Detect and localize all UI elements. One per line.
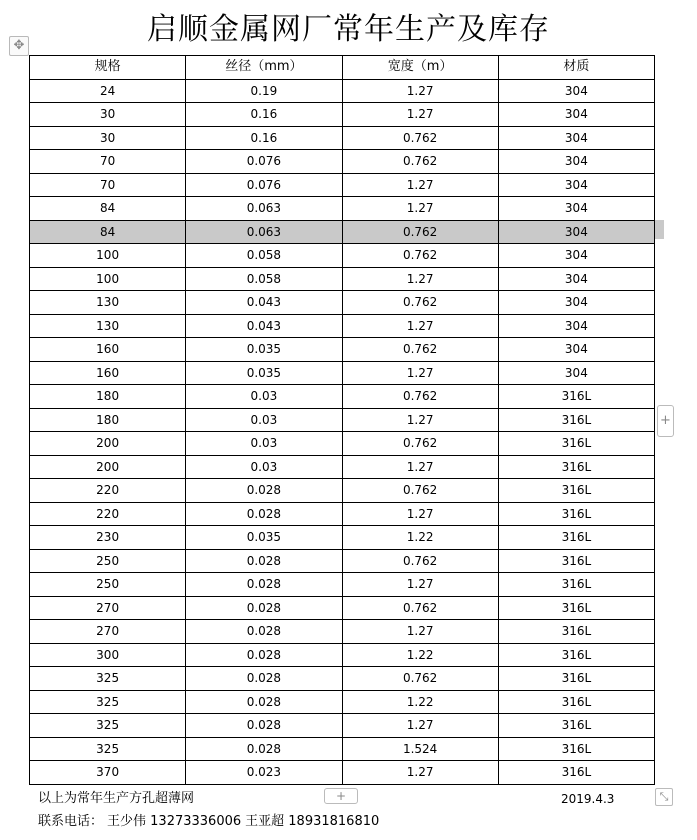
table-row: [30, 643, 655, 667]
cell-material[interactable]: 316L: [498, 761, 654, 785]
header-spec[interactable]: 规格: [30, 56, 186, 80]
cell-wire-diameter[interactable]: 0.028: [186, 620, 342, 644]
selected-row-overflow: [655, 220, 664, 239]
cell-width[interactable]: 0.762: [342, 126, 498, 150]
cell-width[interactable]: 0.762: [342, 479, 498, 503]
cell-wire-diameter[interactable]: 0.035: [186, 361, 342, 385]
table-row: [30, 526, 655, 550]
table-row: [30, 267, 655, 291]
cell-spec[interactable]: 24: [30, 79, 186, 103]
cell-spec[interactable]: 325: [30, 737, 186, 761]
contact-person-1: 王少伟 13273336006: [107, 814, 242, 829]
contact-label: 联系电话：: [38, 814, 104, 829]
cell-spec[interactable]: 84: [30, 220, 186, 244]
cell-width[interactable]: 0.762: [342, 291, 498, 315]
cell-wire-diameter[interactable]: 0.028: [186, 596, 342, 620]
cell-wire-diameter[interactable]: 0.028: [186, 737, 342, 761]
cell-material[interactable]: 316L: [498, 596, 654, 620]
cell-spec[interactable]: 250: [30, 573, 186, 597]
document-title: 启顺金属网厂常年生产及库存: [147, 12, 550, 47]
cell-spec[interactable]: 200: [30, 455, 186, 479]
cell-material[interactable]: 316L: [498, 408, 654, 432]
table-row: [30, 549, 655, 573]
cell-material[interactable]: 304: [498, 197, 654, 221]
table-row: [30, 79, 655, 103]
table-row: [30, 408, 655, 432]
cell-width[interactable]: 1.22: [342, 643, 498, 667]
cell-wire-diameter[interactable]: 0.03: [186, 455, 342, 479]
cell-width[interactable]: 0.762: [342, 432, 498, 456]
cell-wire-diameter[interactable]: 0.035: [186, 338, 342, 362]
cell-spec[interactable]: 100: [30, 267, 186, 291]
cell-wire-diameter[interactable]: 0.16: [186, 126, 342, 150]
cell-spec[interactable]: 130: [30, 291, 186, 315]
cell-wire-diameter[interactable]: 0.028: [186, 643, 342, 667]
cell-material[interactable]: 304: [498, 220, 654, 244]
cell-width[interactable]: 1.27: [342, 761, 498, 785]
table-row: [30, 173, 655, 197]
table-body: [30, 79, 655, 784]
table-row: [30, 314, 655, 338]
cell-width[interactable]: 1.27: [342, 620, 498, 644]
cell-spec[interactable]: 250: [30, 549, 186, 573]
table-row: [30, 667, 655, 691]
cell-width[interactable]: 0.762: [342, 667, 498, 691]
cell-spec[interactable]: 180: [30, 408, 186, 432]
cell-wire-diameter[interactable]: 0.03: [186, 408, 342, 432]
header-width[interactable]: 宽度（m）: [342, 56, 498, 80]
cell-wire-diameter[interactable]: 0.19: [186, 79, 342, 103]
cell-spec[interactable]: 160: [30, 361, 186, 385]
insert-row-button[interactable]: +: [324, 788, 358, 804]
cell-material[interactable]: 316L: [498, 432, 654, 456]
cell-wire-diameter[interactable]: 0.058: [186, 244, 342, 268]
cell-width[interactable]: 1.27: [342, 714, 498, 738]
cell-material[interactable]: 304: [498, 314, 654, 338]
cell-spec[interactable]: 325: [30, 714, 186, 738]
cell-wire-diameter[interactable]: 0.043: [186, 291, 342, 315]
cell-spec[interactable]: 270: [30, 620, 186, 644]
table-row: [30, 385, 655, 409]
cell-material[interactable]: 304: [498, 126, 654, 150]
cell-spec[interactable]: 70: [30, 173, 186, 197]
cell-wire-diameter[interactable]: 0.076: [186, 150, 342, 174]
table-row: [30, 479, 655, 503]
header-material[interactable]: 材质: [498, 56, 654, 80]
table-row: [30, 291, 655, 315]
cell-width[interactable]: 1.27: [342, 314, 498, 338]
table-row: [30, 573, 655, 597]
cell-wire-diameter[interactable]: 0.043: [186, 314, 342, 338]
cell-material[interactable]: 316L: [498, 526, 654, 550]
table-row: [30, 150, 655, 174]
cell-material[interactable]: 316L: [498, 549, 654, 573]
table-row: [30, 432, 655, 456]
inventory-table: [29, 55, 655, 785]
cell-spec[interactable]: 220: [30, 502, 186, 526]
cell-material[interactable]: 316L: [498, 455, 654, 479]
table-row: [30, 690, 655, 714]
cell-width[interactable]: 1.27: [342, 267, 498, 291]
cell-width[interactable]: 1.27: [342, 455, 498, 479]
table-row: [30, 197, 655, 221]
cell-width[interactable]: 1.524: [342, 737, 498, 761]
cell-spec[interactable]: 30: [30, 103, 186, 127]
cell-width[interactable]: 1.22: [342, 526, 498, 550]
contact-line: [38, 813, 383, 831]
cell-wire-diameter[interactable]: 0.028: [186, 690, 342, 714]
cell-spec[interactable]: 30: [30, 126, 186, 150]
header-wire-diameter[interactable]: 丝径（mm）: [186, 56, 342, 80]
cell-material[interactable]: 316L: [498, 502, 654, 526]
cell-spec[interactable]: 300: [30, 643, 186, 667]
cell-wire-diameter[interactable]: 0.063: [186, 220, 342, 244]
cell-material[interactable]: 304: [498, 173, 654, 197]
table-move-handle-icon[interactable]: ✥: [9, 36, 29, 56]
insert-column-button[interactable]: +: [657, 405, 674, 437]
cell-width[interactable]: 0.762: [342, 244, 498, 268]
cell-spec[interactable]: 200: [30, 432, 186, 456]
table-row: [30, 126, 655, 150]
cell-spec[interactable]: 230: [30, 526, 186, 550]
cell-width[interactable]: 0.762: [342, 220, 498, 244]
table-row: [30, 338, 655, 362]
cell-wire-diameter[interactable]: 0.03: [186, 432, 342, 456]
cell-width[interactable]: 0.762: [342, 338, 498, 362]
cell-wire-diameter[interactable]: 0.028: [186, 714, 342, 738]
cell-material[interactable]: 304: [498, 103, 654, 127]
cell-width[interactable]: 1.27: [342, 197, 498, 221]
cell-width[interactable]: 1.27: [342, 79, 498, 103]
cell-wire-diameter[interactable]: 0.035: [186, 526, 342, 550]
cell-material[interactable]: 316L: [498, 385, 654, 409]
cell-wire-diameter[interactable]: 0.058: [186, 267, 342, 291]
table-row: [30, 596, 655, 620]
cell-spec[interactable]: 70: [30, 150, 186, 174]
cell-wire-diameter[interactable]: 0.028: [186, 667, 342, 691]
footnote-text: 以上为常年生产方孔超薄网: [38, 791, 195, 806]
cell-width[interactable]: 1.27: [342, 103, 498, 127]
table-row: [30, 361, 655, 385]
cell-spec[interactable]: 100: [30, 244, 186, 268]
cell-width[interactable]: 1.27: [342, 408, 498, 432]
cell-wire-diameter[interactable]: 0.028: [186, 549, 342, 573]
cell-spec[interactable]: 325: [30, 667, 186, 691]
cell-material[interactable]: 304: [498, 150, 654, 174]
document-date: 2019.4.3: [561, 792, 615, 806]
cell-spec[interactable]: 270: [30, 596, 186, 620]
cell-material[interactable]: 316L: [498, 620, 654, 644]
table-row: [30, 502, 655, 526]
cell-material[interactable]: 304: [498, 79, 654, 103]
cell-width[interactable]: 0.762: [342, 385, 498, 409]
cell-wire-diameter[interactable]: 0.076: [186, 173, 342, 197]
cell-wire-diameter[interactable]: 0.03: [186, 385, 342, 409]
cell-wire-diameter[interactable]: 0.028: [186, 573, 342, 597]
cell-wire-diameter[interactable]: 0.023: [186, 761, 342, 785]
cell-spec[interactable]: 130: [30, 314, 186, 338]
cell-width[interactable]: 1.22: [342, 690, 498, 714]
table-row: [30, 455, 655, 479]
cell-material[interactable]: 316L: [498, 479, 654, 503]
cell-width[interactable]: 1.27: [342, 361, 498, 385]
cell-width[interactable]: 0.762: [342, 549, 498, 573]
contact-person-2: 王亚超 18931816810: [245, 814, 380, 829]
cell-material[interactable]: 304: [498, 291, 654, 315]
cell-material[interactable]: 304: [498, 338, 654, 362]
table-row: [30, 620, 655, 644]
table-row: [30, 244, 655, 268]
cell-spec[interactable]: 84: [30, 197, 186, 221]
table-resize-handle-icon[interactable]: ⤡: [655, 788, 673, 806]
cell-material[interactable]: 316L: [498, 643, 654, 667]
cell-spec[interactable]: 180: [30, 385, 186, 409]
cell-spec[interactable]: 220: [30, 479, 186, 503]
cell-wire-diameter[interactable]: 0.028: [186, 479, 342, 503]
cell-material[interactable]: 316L: [498, 737, 654, 761]
cell-width[interactable]: 1.27: [342, 573, 498, 597]
cell-spec[interactable]: 370: [30, 761, 186, 785]
cell-spec[interactable]: 325: [30, 690, 186, 714]
cell-material[interactable]: 304: [498, 244, 654, 268]
cell-material[interactable]: 316L: [498, 667, 654, 691]
table-row: [30, 714, 655, 738]
cell-wire-diameter[interactable]: 0.028: [186, 502, 342, 526]
cell-width[interactable]: 0.762: [342, 150, 498, 174]
table-row: [30, 737, 655, 761]
table-header-row: [30, 56, 655, 80]
cell-width[interactable]: 0.762: [342, 596, 498, 620]
table-row: [30, 761, 655, 785]
cell-material[interactable]: 316L: [498, 573, 654, 597]
cell-spec[interactable]: 160: [30, 338, 186, 362]
table-row: [30, 220, 655, 244]
cell-wire-diameter[interactable]: 0.16: [186, 103, 342, 127]
table-row: [30, 103, 655, 127]
cell-width[interactable]: 1.27: [342, 173, 498, 197]
cell-wire-diameter[interactable]: 0.063: [186, 197, 342, 221]
cell-material[interactable]: 316L: [498, 714, 654, 738]
cell-width[interactable]: 1.27: [342, 502, 498, 526]
cell-material[interactable]: 304: [498, 361, 654, 385]
cell-material[interactable]: 304: [498, 267, 654, 291]
cell-material[interactable]: 316L: [498, 690, 654, 714]
